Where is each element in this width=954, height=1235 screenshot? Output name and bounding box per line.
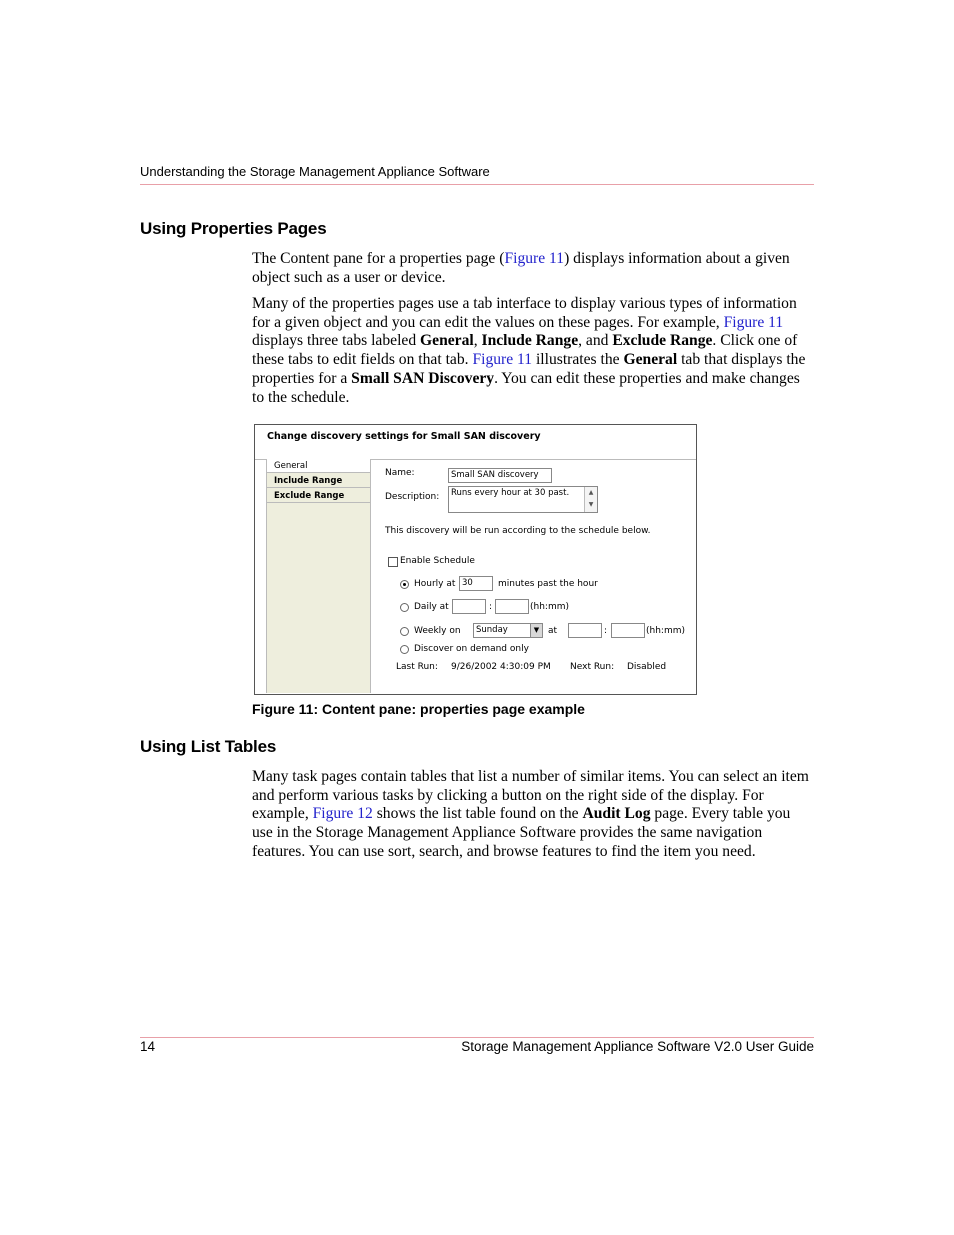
weekly-hour-input[interactable]	[568, 623, 602, 638]
figure-11-screenshot	[254, 424, 697, 695]
schedule-note: This discovery will be run according to the schedule below.	[385, 526, 651, 536]
header-rule	[140, 184, 814, 185]
tab-exclude-range[interactable]: Exclude Range	[267, 489, 370, 503]
hourly-suffix: minutes past the hour	[498, 579, 598, 589]
weekly-colon: :	[604, 626, 608, 636]
page-number: 14	[140, 1039, 156, 1054]
content-pane-title: Change discovery settings for Small SAN discovery	[267, 431, 541, 442]
tab-include-range[interactable]: Include Range	[267, 474, 370, 488]
hourly-minutes-input[interactable]: 30	[459, 576, 493, 591]
link-figure-11[interactable]: Figure 11	[723, 313, 784, 331]
text-span: ) displays information about a given object such as a user or device.	[252, 250, 790, 286]
scroll-down-icon[interactable]: ▼	[588, 501, 594, 508]
description-text: Runs every hour at 30 past.	[451, 488, 570, 498]
section-heading-properties-pages: Using Properties Pages	[140, 219, 327, 238]
daily-suffix: (hh:mm)	[530, 602, 569, 612]
hourly-label: Hourly at	[414, 579, 456, 589]
weekly-day-value: Sunday	[476, 625, 508, 635]
tab-general[interactable]: General	[267, 459, 370, 473]
description-textarea[interactable]	[448, 486, 598, 513]
text-span: The Content pane for a properties page (	[252, 250, 505, 267]
text-span: Many of the properties pages use a tab interface to display various types of information for a given object and you can edit the values on these pages. For example,	[252, 295, 797, 331]
scroll-up-icon[interactable]: ▲	[588, 489, 594, 496]
last-run-value: 9/26/2002 4:30:09 PM	[451, 662, 551, 672]
weekly-suffix: (hh:mm)	[646, 626, 685, 636]
link-figure-11[interactable]: Figure 11	[472, 351, 533, 369]
text-span: displays three tabs labeled	[252, 332, 421, 350]
daily-radio[interactable]	[400, 603, 409, 612]
bold-general: General	[420, 332, 474, 350]
on-demand-label: Discover on demand only	[414, 644, 529, 654]
text-span: Many task pages contain tables that list a number of similar items. You can select an item and perform various tasks by clicking a button on the right side of the display. For example,	[252, 768, 809, 823]
paragraph-properties-tabs	[252, 295, 814, 407]
bold-exclude-range: Exclude Range	[612, 332, 713, 350]
text-span: page. Every table you use in the Storage Management Appliance Software provides the same navigation features. You can use sort, search, and browse features to find the item you need.	[252, 805, 791, 860]
link-figure-12[interactable]: Figure 12	[312, 805, 373, 823]
weekly-radio[interactable]	[400, 627, 409, 636]
section-heading-list-tables: Using List Tables	[140, 737, 277, 756]
enable-schedule-checkbox[interactable]	[388, 557, 398, 567]
paragraph-list-tables	[252, 768, 814, 862]
figure-caption: Figure 11: Content pane: properties page example	[252, 701, 585, 717]
text-span: . Click one of these tabs to edit fields on that tab.	[252, 332, 798, 369]
running-head: Understanding the Storage Management Appliance Software	[140, 164, 490, 179]
name-label: Name:	[385, 468, 415, 478]
bold-general: General	[623, 351, 678, 369]
bold-include-range: Include Range	[481, 332, 579, 350]
weekly-label: Weekly on	[414, 626, 461, 636]
next-run-label: Next Run:	[570, 662, 615, 672]
text-span: illustrates the	[532, 351, 624, 369]
description-label: Description:	[385, 492, 440, 502]
text-span: . You can edit these properties and make changes to the schedule.	[252, 369, 800, 406]
text-span: ,	[473, 332, 482, 350]
name-input[interactable]: Small SAN discovery	[448, 468, 552, 483]
weekly-minute-input[interactable]	[611, 623, 645, 638]
tab-sidebar	[266, 459, 371, 693]
daily-minute-input[interactable]	[495, 599, 529, 614]
weekly-day-select[interactable]	[473, 623, 543, 638]
daily-colon: :	[489, 602, 493, 612]
chevron-down-icon[interactable]: ▼	[530, 624, 542, 637]
text-span: shows the list table found on the	[372, 805, 583, 823]
book-title: Storage Management Appliance Software V2.0 User Guide	[461, 1039, 814, 1054]
description-scrollbar[interactable]	[584, 487, 597, 512]
paragraph-properties-intro	[252, 250, 814, 287]
bold-audit-log: Audit Log	[582, 805, 651, 823]
weekly-at-label: at	[548, 626, 558, 636]
last-run-label: Last Run:	[396, 662, 438, 672]
link-figure-11[interactable]: Figure 11	[504, 250, 565, 267]
bold-small-san-discovery: Small SAN Discovery	[351, 369, 495, 387]
daily-label: Daily at	[414, 602, 449, 612]
text-span: tab that displays the properties for a	[252, 351, 806, 387]
next-run-value: Disabled	[627, 662, 667, 672]
daily-hour-input[interactable]	[452, 599, 486, 614]
on-demand-radio[interactable]	[400, 645, 409, 654]
text-span: , and	[578, 332, 613, 350]
enable-schedule-label: Enable Schedule	[400, 556, 475, 566]
footer-rule	[140, 1037, 814, 1038]
hourly-radio[interactable]	[400, 580, 409, 589]
